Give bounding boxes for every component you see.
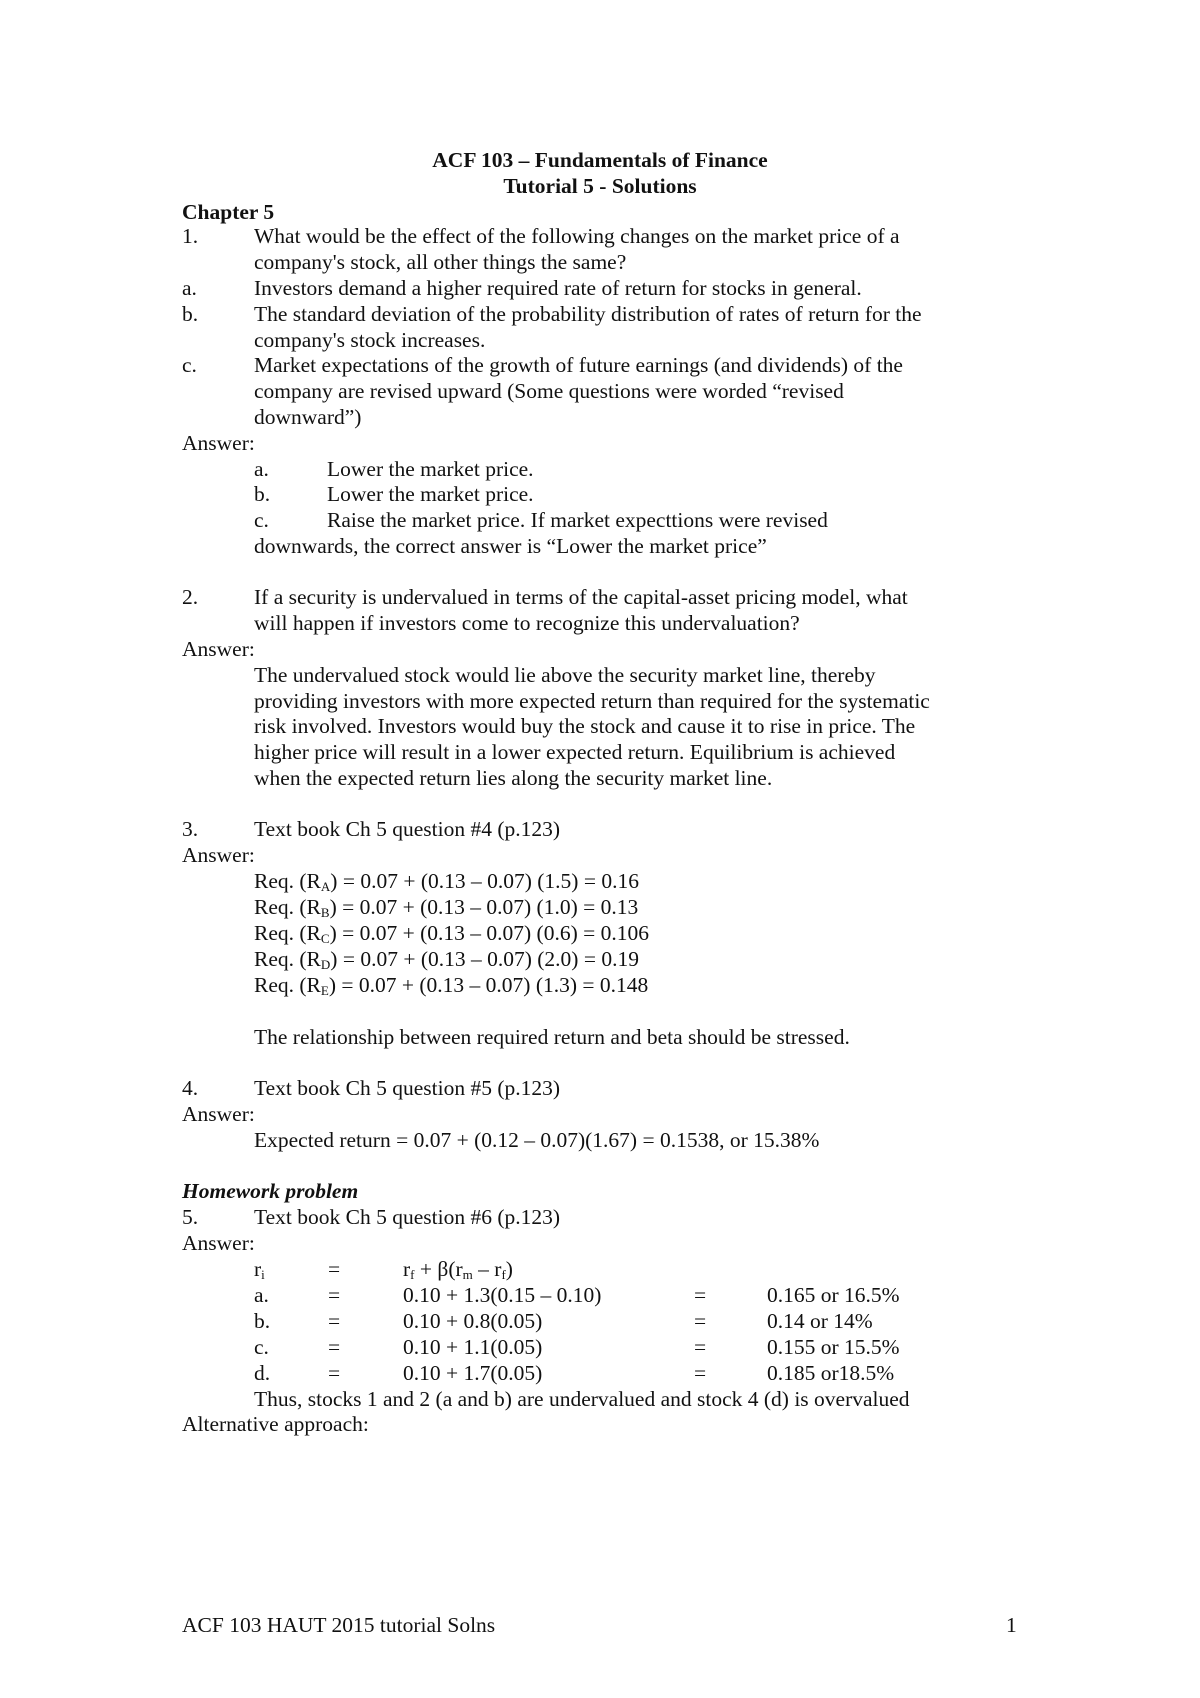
formula-minus: – r (472, 1257, 502, 1281)
capm-formula (403, 1256, 513, 1282)
q3-req-row (254, 920, 649, 946)
formula-f-subscript: f (410, 1267, 415, 1282)
q1-ans-c-line2: downwards, the correct answer is “Lower the market price” (254, 534, 767, 558)
req-prefix: Req. (R (254, 895, 321, 919)
formula-equals: = (328, 1257, 341, 1281)
calc-row-equals: = (694, 1309, 707, 1333)
q2-answer-line: risk involved. Investors would buy the stock and cause it to rise in price. The (254, 714, 916, 738)
req-expression: ) = 0.07 + (0.13 – 0.07) (0.6) = 0.106 (329, 921, 649, 945)
req-expression: ) = 0.07 + (0.13 – 0.07) (1.3) = 0.148 (328, 973, 649, 997)
calc-row-equals: = (694, 1335, 707, 1359)
req-expression: ) = 0.07 + (0.13 – 0.07) (1.5) = 0.16 (330, 869, 639, 893)
calc-row-expression: 0.10 + 1.7(0.05) (403, 1361, 543, 1385)
q2-answer-line: higher price will result in a lower expected return. Equilibrium is achieved (254, 740, 896, 764)
calc-row-result: 0.185 or18.5% (767, 1361, 895, 1385)
page-number: 1 (1006, 1613, 1017, 1637)
footer-text: ACF 103 HAUT 2015 tutorial Solns (182, 1613, 496, 1637)
q1-c-line3: downward”) (254, 405, 362, 429)
calc-row-equals: = (328, 1309, 341, 1333)
q3-req-row (254, 946, 639, 972)
formula-m-subscript: m (462, 1267, 473, 1282)
formula-beta: + β(r (414, 1257, 463, 1281)
q1-ans-b: Lower the market price. (327, 482, 534, 506)
calc-row-equals: = (328, 1361, 341, 1385)
req-prefix: Req. (R (254, 973, 321, 997)
q4-answer: Expected return = 0.07 + (0.12 – 0.07)(1.67) = 0.1538, or 15.38% (254, 1128, 820, 1152)
q1-number: 1. (182, 224, 199, 248)
formula-f-subscript: f (501, 1267, 506, 1282)
q3-number: 3. (182, 817, 199, 841)
q3-req-row (254, 894, 638, 920)
q1-ans-c-label: c. (254, 508, 269, 532)
q1-ans-b-label: b. (254, 482, 271, 506)
calc-row-result: 0.165 or 16.5% (767, 1283, 900, 1307)
q1-ans-c-line1: Raise the market price. If market expecttions were revised (327, 508, 828, 532)
q2-answer-line: The undervalued stock would lie above the security market line, thereby (254, 663, 876, 687)
q5-text: Text book Ch 5 question #6 (p.123) (254, 1205, 561, 1229)
q2-answer-line: providing investors with more expected return than required for the systematic (254, 689, 930, 713)
req-subscript: A (320, 879, 331, 894)
q1-b-label: b. (182, 302, 199, 326)
q3-req-row (254, 868, 639, 894)
formula-lhs (254, 1256, 265, 1282)
q1-text-line1: What would be the effect of the following changes on the market price of a (254, 224, 900, 248)
q1-answer-label: Answer: (182, 431, 255, 455)
q1-ans-a-label: a. (254, 457, 269, 481)
q1-b-line2: company's stock increases. (254, 328, 486, 352)
q2-answer-label: Answer: (182, 637, 255, 661)
req-prefix: Req. (R (254, 921, 321, 945)
calc-row-equals: = (328, 1283, 341, 1307)
formula-close: ) (505, 1257, 513, 1281)
calc-row-label: c. (254, 1335, 269, 1359)
calc-row-label: a. (254, 1283, 269, 1307)
calc-row-equals: = (694, 1283, 707, 1307)
q3-req-row (254, 972, 648, 998)
calc-row-label: d. (254, 1361, 271, 1385)
q2-answer-line: when the expected return lies along the security market line. (254, 766, 773, 790)
calc-row-expression: 0.10 + 0.8(0.05) (403, 1309, 543, 1333)
q2-text-line1: If a security is undervalued in terms of the capital-asset pricing model, what (254, 585, 908, 609)
q4-answer-label: Answer: (182, 1102, 255, 1126)
req-prefix: Req. (R (254, 947, 321, 971)
document-title: ACF 103 – Fundamentals of Finance (432, 148, 768, 172)
q3-note: The relationship between required return and beta should be stressed. (254, 1025, 850, 1049)
q5-number: 5. (182, 1205, 199, 1229)
formula-i-subscript: i (261, 1267, 265, 1282)
q4-text: Text book Ch 5 question #5 (p.123) (254, 1076, 561, 1100)
req-expression: ) = 0.07 + (0.13 – 0.07) (1.0) = 0.13 (329, 895, 639, 919)
q3-text: Text book Ch 5 question #4 (p.123) (254, 817, 561, 841)
calc-row-expression: 0.10 + 1.3(0.15 – 0.10) (403, 1283, 602, 1307)
q4-number: 4. (182, 1076, 199, 1100)
calc-row-label: b. (254, 1309, 271, 1333)
q1-b-line1: The standard deviation of the probability distribution of rates of return for the (254, 302, 922, 326)
q2-text-line2: will happen if investors come to recognize this undervaluation? (254, 611, 800, 635)
q1-c-label: c. (182, 353, 197, 377)
q1-a-text: Investors demand a higher required rate of return for stocks in general. (254, 276, 862, 300)
q1-ans-a: Lower the market price. (327, 457, 534, 481)
q1-c-line2: company are revised upward (Some questions were worded “revised (254, 379, 844, 403)
q1-a-label: a. (182, 276, 197, 300)
chapter-heading: Chapter 5 (182, 200, 275, 224)
q5-answer-label: Answer: (182, 1231, 255, 1255)
formula-rf: r (403, 1257, 411, 1281)
q1-c-line1: Market expectations of the growth of future earnings (and dividends) of the (254, 353, 903, 377)
document-subtitle: Tutorial 5 - Solutions (503, 174, 697, 198)
formula-r: r (254, 1257, 262, 1281)
calc-row-result: 0.155 or 15.5% (767, 1335, 900, 1359)
alternative-approach: Alternative approach: (182, 1412, 369, 1436)
calc-row-equals: = (328, 1335, 341, 1359)
req-prefix: Req. (R (254, 869, 321, 893)
homework-heading: Homework problem (182, 1179, 359, 1203)
req-subscript: D (320, 957, 331, 972)
calc-row-equals: = (694, 1361, 707, 1385)
req-subscript: E (320, 983, 329, 998)
calc-row-result: 0.14 or 14% (767, 1309, 873, 1333)
homework-conclusion: Thus, stocks 1 and 2 (a and b) are undervalued and stock 4 (d) is overvalued (254, 1387, 910, 1411)
calc-row-expression: 0.10 + 1.1(0.05) (403, 1335, 543, 1359)
q2-number: 2. (182, 585, 199, 609)
q3-answer-label: Answer: (182, 843, 255, 867)
q1-text-line2: company's stock, all other things the same? (254, 250, 627, 274)
req-subscript: C (320, 931, 330, 946)
req-subscript: B (320, 905, 330, 920)
req-expression: ) = 0.07 + (0.13 – 0.07) (2.0) = 0.19 (330, 947, 639, 971)
